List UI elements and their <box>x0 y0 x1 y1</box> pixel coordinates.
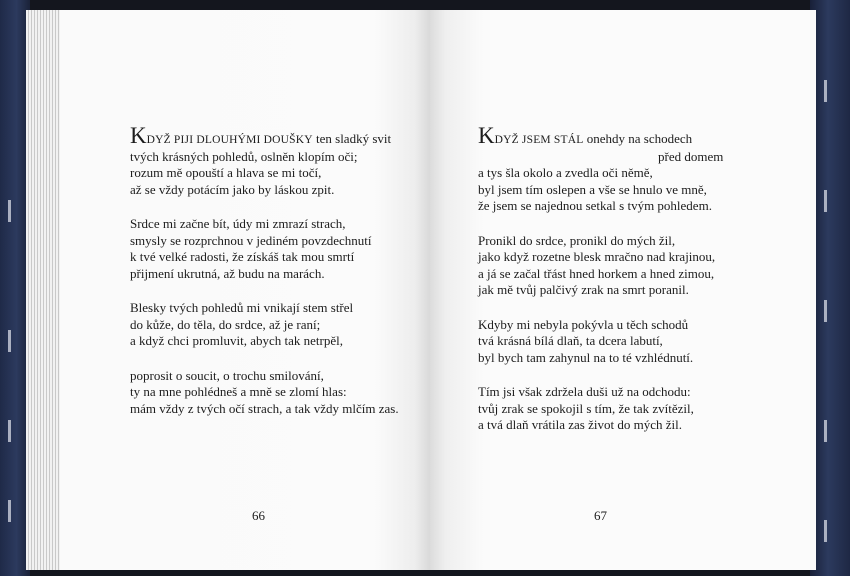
small-caps-opening: DYŽ PIJI DLOUHÝMI DOUŠKY <box>146 134 313 146</box>
right-stanza-3 <box>478 317 778 367</box>
left-stanza-4 <box>130 368 430 418</box>
left-page <box>60 10 430 570</box>
left-stanza-3 <box>130 300 430 350</box>
cover-edge-mark <box>8 500 11 522</box>
page-number-right: 67 <box>594 508 607 523</box>
cover-edge-mark <box>8 200 11 222</box>
poem-line: byl jsem tím oslepen a vše se hnulo ve mně, <box>478 181 707 197</box>
poem-line: tvůj zrak se spokojil s tím, že tak zvítězil, <box>478 400 694 416</box>
right-stanza-4 <box>478 384 778 434</box>
poem-line: tvá krásná bílá dlaň, ta dcera labutí, <box>478 333 663 348</box>
cover-edge-mark <box>8 330 11 352</box>
left-stanza-2 <box>130 216 430 282</box>
poem-line: jak mě tvůj palčivý zrak na smrt poranil. <box>478 282 689 297</box>
left-stanza-1 <box>130 123 430 198</box>
poem-line: mám vždy z tvých očí strach, a tak vždy mlčím zas. <box>130 400 399 416</box>
poem-line: a já se začal třást hned horkem a hned zimou, <box>478 265 715 281</box>
poem-line: jako když rozetne blesk mračno nad krajinou, <box>478 249 716 264</box>
drop-capital: K <box>130 123 147 148</box>
poem-line: rozum mě opouští a hlava se mi točí, <box>130 165 322 180</box>
poem-line: Srdce mi začne bít, údy mi zmrazí strach, <box>130 216 346 231</box>
right-stanza-2 <box>478 233 778 299</box>
right-stanza-1 <box>478 123 778 215</box>
cover-edge-mark <box>824 420 827 442</box>
poem-line: Tím jsi však zdržela duši už na odchodu: <box>478 384 691 399</box>
small-caps-opening: DYŽ JSEM STÁL <box>494 134 584 146</box>
right-first-line <box>478 123 778 149</box>
first-line-rest: onehdy na schodech <box>583 131 693 146</box>
right-poem <box>478 123 778 452</box>
poem-line: byl bych tam zahynul na to té vzhlédnutí. <box>478 349 694 365</box>
right-page <box>430 10 816 570</box>
first-line-continuation: před domem <box>658 148 724 164</box>
cover-edge-mark <box>824 300 827 322</box>
poem-line: Kdyby mi nebyla pokývla u těch schodů <box>478 316 689 332</box>
poem-line: Pronikl do srdce, pronikl do mých žil, <box>478 232 676 248</box>
poem-line: Blesky tvých pohledů mi vnikají stem střel <box>130 300 354 315</box>
poem-line: a tvá dlaň vrátila zas život do mých žil. <box>478 417 682 432</box>
poem-line: přijmení ukrutná, až budu na marách. <box>130 265 325 281</box>
cover-edge-mark <box>824 190 827 212</box>
book-cover-right <box>810 0 850 576</box>
poem-line: a tys šla okolo a zvedla oči němě, <box>478 165 653 180</box>
cover-edge-mark <box>824 520 827 542</box>
page-number-left: 66 <box>252 508 265 523</box>
drop-capital: K <box>478 123 495 148</box>
poem-line: do kůže, do těla, do srdce, až je raní; <box>130 316 321 332</box>
first-line-rest: ten sladký svit <box>312 131 392 146</box>
left-poem <box>130 123 430 435</box>
cover-edge-mark <box>8 420 11 442</box>
left-first-line <box>130 123 430 149</box>
cover-edge-mark <box>824 80 827 102</box>
poem-line: tvých krásných pohledů, oslněn klopím oči; <box>130 148 358 164</box>
poem-line: ty na mne pohlédneš a mně se zlomí hlas: <box>130 384 347 399</box>
poem-line: poprosit o soucit, o trochu smilování, <box>130 367 324 383</box>
poem-line: k tvé velké radosti, že získáš tak mou smrtí <box>130 249 355 264</box>
poem-line: a když chci promluvit, abych tak netrpěl, <box>130 333 343 348</box>
poem-line: až se vždy potácím jako by láskou zpit. <box>130 181 335 197</box>
poem-line: smysly se rozprchnou v jediném povzdechnutí <box>130 232 372 248</box>
poem-line: že jsem se najednou setkal s tvým pohledem. <box>478 198 712 213</box>
